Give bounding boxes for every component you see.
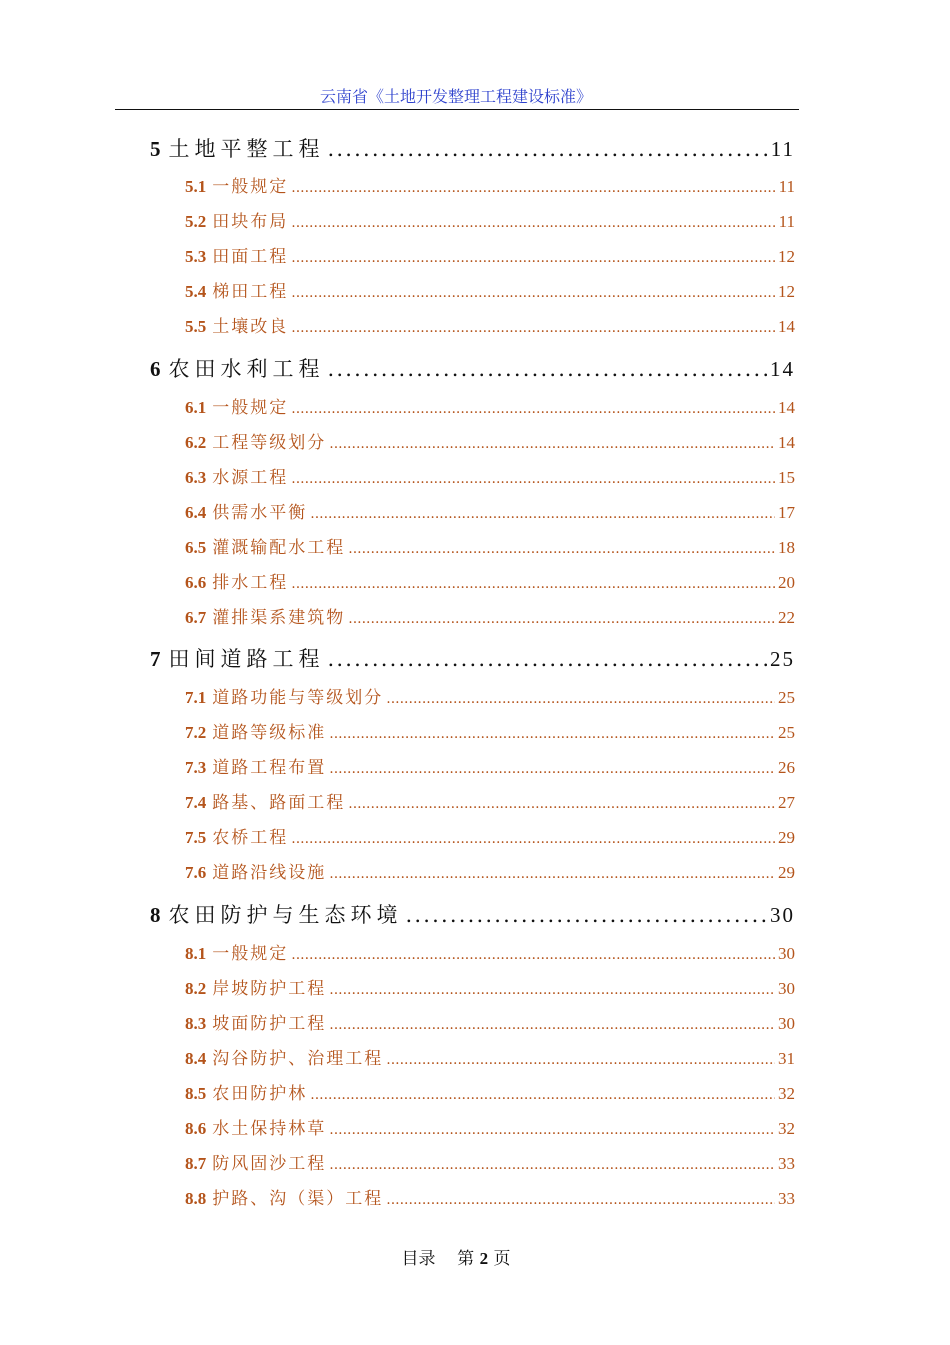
toc-entry-title: 田间道路工程 <box>168 647 325 671</box>
toc-entry-title: 土壤改良 <box>212 317 289 337</box>
toc-entry-page-number: 30 <box>778 1014 795 1033</box>
toc-dot-leader <box>291 831 775 847</box>
toc-entry-title: 田面工程 <box>212 247 289 267</box>
toc-entry-page-number: 11 <box>770 137 795 161</box>
toc-entry-page-number: 30 <box>778 944 795 963</box>
toc-entry-title: 灌溉输配水工程 <box>212 538 346 558</box>
toc-entry-title: 沟谷防护、治理工程 <box>212 1049 384 1069</box>
toc-dot-leader <box>291 285 775 301</box>
toc-dot-leader <box>329 866 775 882</box>
toc-entry-page-number: 20 <box>778 573 795 592</box>
toc-entry-title: 土地平整工程 <box>168 137 325 161</box>
toc-entry-page-number: 14 <box>778 398 795 417</box>
toc-section-entry[interactable] <box>185 463 795 489</box>
toc-entry-page-number: 12 <box>778 247 795 266</box>
toc-entry-page-number: 14 <box>778 317 795 336</box>
toc-entry-page-number: 25 <box>770 647 795 671</box>
toc-dot-leader <box>329 1017 775 1033</box>
toc-entry-page-number: 32 <box>778 1119 795 1138</box>
toc-entry-number: 7.4 <box>185 793 207 812</box>
toc-chapter-entry[interactable] <box>150 133 795 163</box>
footer-page-number: 2 <box>479 1249 489 1268</box>
toc-entry-page-number: 25 <box>778 688 795 707</box>
toc-section-entry[interactable] <box>185 788 795 814</box>
toc-entry-title: 岸坡防护工程 <box>212 979 327 999</box>
header-divider <box>115 109 799 110</box>
toc-entry-title: 道路功能与等级划分 <box>212 688 384 708</box>
toc-entry-page-number: 30 <box>770 903 795 927</box>
toc-entry-number: 5.1 <box>185 177 207 196</box>
footer-page-prefix: 第 <box>457 1249 475 1269</box>
toc-entry-number: 7.1 <box>185 688 207 707</box>
toc-entry-number: 5.5 <box>185 317 207 336</box>
toc-entry-number: 5.3 <box>185 247 207 266</box>
toc-section-entry[interactable] <box>185 312 795 338</box>
toc-entry-title: 排水工程 <box>212 573 289 593</box>
toc-entry-page-number: 12 <box>778 282 795 301</box>
toc-entry-number: 8 <box>150 903 161 927</box>
toc-dot-leader <box>329 761 775 777</box>
toc-section-entry[interactable] <box>185 753 795 779</box>
toc-dot-leader <box>291 215 775 231</box>
toc-entry-page-number: 14 <box>778 433 795 452</box>
toc-dot-leader <box>329 1157 775 1173</box>
toc-entry-title: 农田防护与生态环境 <box>168 903 403 927</box>
toc-entry-number: 8.5 <box>185 1084 207 1103</box>
page-header-title: 云南省《土地开发整理工程建设标准》 <box>319 87 592 106</box>
toc-dot-leader <box>291 320 775 336</box>
toc-entry-number: 8.2 <box>185 979 207 998</box>
toc-dot-leader <box>328 357 768 381</box>
toc-entry-page-number: 15 <box>778 468 795 487</box>
toc-entry-title: 一般规定 <box>212 944 289 964</box>
toc-dot-leader <box>386 1192 775 1208</box>
toc-dot-leader <box>291 401 775 417</box>
toc-entry-page-number: 26 <box>778 758 795 777</box>
toc-entry-number: 6.1 <box>185 398 207 417</box>
toc-dot-leader <box>291 250 775 266</box>
toc-entry-page-number: 14 <box>770 357 795 381</box>
toc-entry-title: 工程等级划分 <box>212 433 327 453</box>
toc-section-entry[interactable] <box>185 242 795 268</box>
toc-entry-number: 8.1 <box>185 944 207 963</box>
toc-dot-leader <box>291 947 775 963</box>
toc-entry-title: 路基、路面工程 <box>212 793 346 813</box>
toc-entry-number: 7.3 <box>185 758 207 777</box>
toc-entry-title: 农田水利工程 <box>168 357 325 381</box>
toc-dot-leader <box>328 647 768 671</box>
toc-section-entry[interactable] <box>185 172 795 198</box>
toc-dot-leader <box>328 137 768 161</box>
toc-chapter-entry[interactable] <box>150 353 795 383</box>
toc-section-entry[interactable] <box>185 393 795 419</box>
toc-entry-title: 坡面防护工程 <box>212 1014 327 1034</box>
toc-entry-title: 供需水平衡 <box>212 503 308 523</box>
toc-dot-leader <box>291 576 775 592</box>
toc-entry-title: 田块布局 <box>212 212 289 232</box>
toc-entry-title: 一般规定 <box>212 398 289 418</box>
toc-section-entry[interactable] <box>185 207 795 233</box>
toc-entry-title: 农田防护林 <box>212 1084 308 1104</box>
toc-entry-number: 6.6 <box>185 573 207 592</box>
toc-section-entry[interactable] <box>185 498 795 524</box>
toc-entry-number: 8.4 <box>185 1049 207 1068</box>
toc-entry-number: 8.7 <box>185 1154 207 1173</box>
toc-entry-page-number: 33 <box>778 1154 795 1173</box>
toc-section-entry[interactable] <box>185 974 795 1000</box>
toc-entry-number: 8.6 <box>185 1119 207 1138</box>
footer-page-suffix: 页 <box>493 1249 511 1269</box>
page-footer <box>0 1244 912 1269</box>
toc-section-entry[interactable] <box>185 939 795 965</box>
toc-entry-number: 8.3 <box>185 1014 207 1033</box>
toc-entry-title: 水土保持林草 <box>212 1119 327 1139</box>
toc-entry-number: 6 <box>150 357 161 381</box>
toc-entry-page-number: 11 <box>778 212 795 231</box>
toc-section-entry[interactable] <box>185 1044 795 1070</box>
toc-dot-leader <box>329 726 775 742</box>
toc-entry-number: 7 <box>150 647 161 671</box>
toc-entry-title: 一般规定 <box>212 177 289 197</box>
toc-dot-leader <box>291 471 775 487</box>
toc-entry-number: 5.2 <box>185 212 207 231</box>
toc-dot-leader <box>329 1122 775 1138</box>
toc-dot-leader <box>329 436 775 452</box>
toc-dot-leader <box>348 611 775 627</box>
toc-entry-page-number: 30 <box>778 979 795 998</box>
toc-chapter-entry[interactable] <box>150 899 795 929</box>
toc-entry-title: 灌排渠系建筑物 <box>212 608 346 628</box>
toc-entry-page-number: 31 <box>778 1049 795 1068</box>
toc-section-entry[interactable] <box>185 1149 795 1175</box>
toc-dot-leader <box>406 903 768 927</box>
toc-entry-page-number: 25 <box>778 723 795 742</box>
toc-entry-page-number: 33 <box>778 1189 795 1208</box>
toc-entry-page-number: 32 <box>778 1084 795 1103</box>
toc-section-entry[interactable] <box>185 277 795 303</box>
toc-section-entry[interactable] <box>185 1009 795 1035</box>
toc-entry-number: 6.3 <box>185 468 207 487</box>
toc-section-entry[interactable] <box>185 1079 795 1105</box>
toc-section-entry[interactable] <box>185 1114 795 1140</box>
toc-entry-number: 7.5 <box>185 828 207 847</box>
toc-entry-number: 7.6 <box>185 863 207 882</box>
toc-section-entry[interactable] <box>185 823 795 849</box>
toc-dot-leader <box>386 1052 775 1068</box>
toc-dot-leader <box>329 982 775 998</box>
toc-entry-title: 道路工程布置 <box>212 758 327 778</box>
toc-section-entry[interactable] <box>185 858 795 884</box>
toc-entry-page-number: 11 <box>778 177 795 196</box>
toc-entry-number: 6.7 <box>185 608 207 627</box>
toc-section-entry[interactable] <box>185 683 795 709</box>
toc-entry-number: 6.4 <box>185 503 207 522</box>
toc-entry-number: 6.5 <box>185 538 207 557</box>
toc-entry-number: 8.8 <box>185 1189 207 1208</box>
toc-dot-leader <box>348 796 775 812</box>
toc-entry-page-number: 29 <box>778 828 795 847</box>
toc-entry-page-number: 29 <box>778 863 795 882</box>
footer-section-label: 目录 <box>401 1249 436 1269</box>
toc-dot-leader <box>291 180 775 196</box>
toc-section-entry[interactable] <box>185 533 795 559</box>
toc-entry-title: 道路沿线设施 <box>212 863 327 883</box>
toc-section-entry[interactable] <box>185 603 795 629</box>
toc-entry-page-number: 17 <box>778 503 795 522</box>
toc-entry-title: 农桥工程 <box>212 828 289 848</box>
toc-entry-page-number: 18 <box>778 538 795 557</box>
toc-entry-number: 5 <box>150 137 161 161</box>
toc-section-entry[interactable] <box>185 428 795 454</box>
toc-chapter-entry[interactable] <box>150 643 795 673</box>
toc-entry-title: 道路等级标准 <box>212 723 327 743</box>
toc-section-entry[interactable] <box>185 1184 795 1210</box>
toc-entry-title: 水源工程 <box>212 468 289 488</box>
toc-entry-title: 防风固沙工程 <box>212 1154 327 1174</box>
toc-entry-number: 5.4 <box>185 282 207 301</box>
toc-dot-leader <box>310 1087 775 1103</box>
toc-dot-leader <box>310 506 775 522</box>
toc-entry-title: 梯田工程 <box>212 282 289 302</box>
toc-section-entry[interactable] <box>185 568 795 594</box>
toc-entry-page-number: 22 <box>778 608 795 627</box>
toc-dot-leader <box>348 541 775 557</box>
toc-dot-leader <box>386 691 775 707</box>
toc-entry-page-number: 27 <box>778 793 795 812</box>
toc-section-entry[interactable] <box>185 718 795 744</box>
toc-entry-number: 6.2 <box>185 433 207 452</box>
toc-entry-number: 7.2 <box>185 723 207 742</box>
toc-entry-title: 护路、沟（渠）工程 <box>212 1189 384 1209</box>
